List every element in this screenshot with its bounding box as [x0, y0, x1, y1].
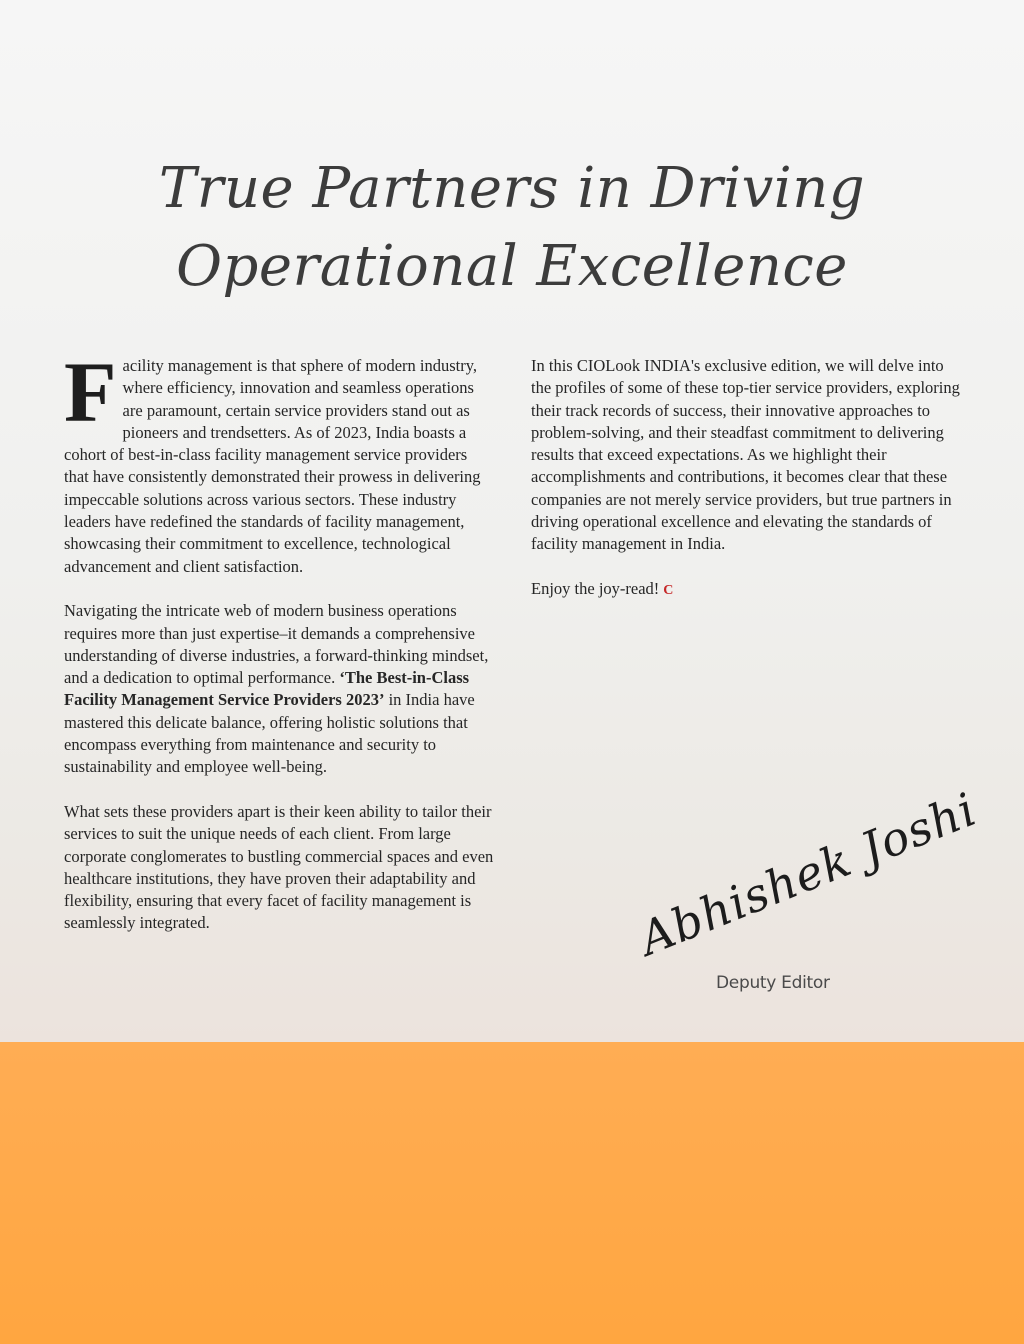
end-mark-icon: C — [663, 582, 674, 598]
paragraph-enjoy — [531, 578, 963, 602]
drop-cap: F — [64, 344, 117, 440]
edition-title-bold: ‘The Best-in-Class Facility Management Service Providers 2023’ — [64, 668, 470, 710]
enjoy-text: Enjoy the joy-read! — [531, 578, 660, 598]
paragraph-navigating-text-a: Navigating the intricate web of modern business operations requires more than just expertise–it demands a comprehensive understanding of diverse industries, a forward-thinking mindset, and a dedication to optimal performance. — [64, 601, 489, 688]
left-column — [64, 344, 496, 957]
orange-footer-band — [0, 1042, 1024, 1344]
paragraph-what-sets: What sets these providers apart is their keen ability to tailor their services to suit the unique needs of each client. From large corporate conglomerates to bustling commercial spaces and even healthcare institutions, they have proven their adaptability and flexibility, ensuring that every facet of facility management is seamlessly integrated. — [64, 801, 494, 933]
right-column — [531, 355, 963, 625]
paragraph-intro-text: acility management is that sphere of modern industry, where efficiency, innovation and seamless operations are paramount, certain service providers stand out as pioneers and trendsetters. As of 2023, India boasts a cohort of best-in-class facility management service providers that have consistently demonstrated their prowess in delivering impeccable solutions across various sectors. These industry leaders have redefined the standards of facility management, showcasing their commitment to excellence, technological advancement and client satisfaction. — [64, 356, 481, 576]
headline-line-2: Operational Excellence — [176, 234, 848, 299]
paragraph-exclusive-edition: In this CIOLook INDIA's exclusive edition, we will delve into the profiles of some of these top-tier service providers, exploring their track records of success, their innovative approaches to problem-solving, and their steadfast commitment to delivering results that exceed expectations. As we highlight their accomplishments and contributions, it becomes clear that these companies are not merely service providers, but true partners in driving operational excellence and elevating the standards of facility management in India. — [531, 356, 960, 554]
editor-signature: Abhishek Joshi — [631, 781, 984, 966]
paragraph-intro — [64, 344, 496, 578]
paragraph-navigating-text-b: in India have mastered this delicate balance, offering holistic solutions that encompass everything from maintenance and security to sustainability and employee well-being. — [64, 690, 475, 777]
headline — [0, 150, 1024, 306]
editor-title: Deputy Editor — [716, 973, 830, 993]
headline-line-1: True Partners in Driving — [158, 156, 866, 221]
paragraph-navigating — [64, 600, 496, 778]
